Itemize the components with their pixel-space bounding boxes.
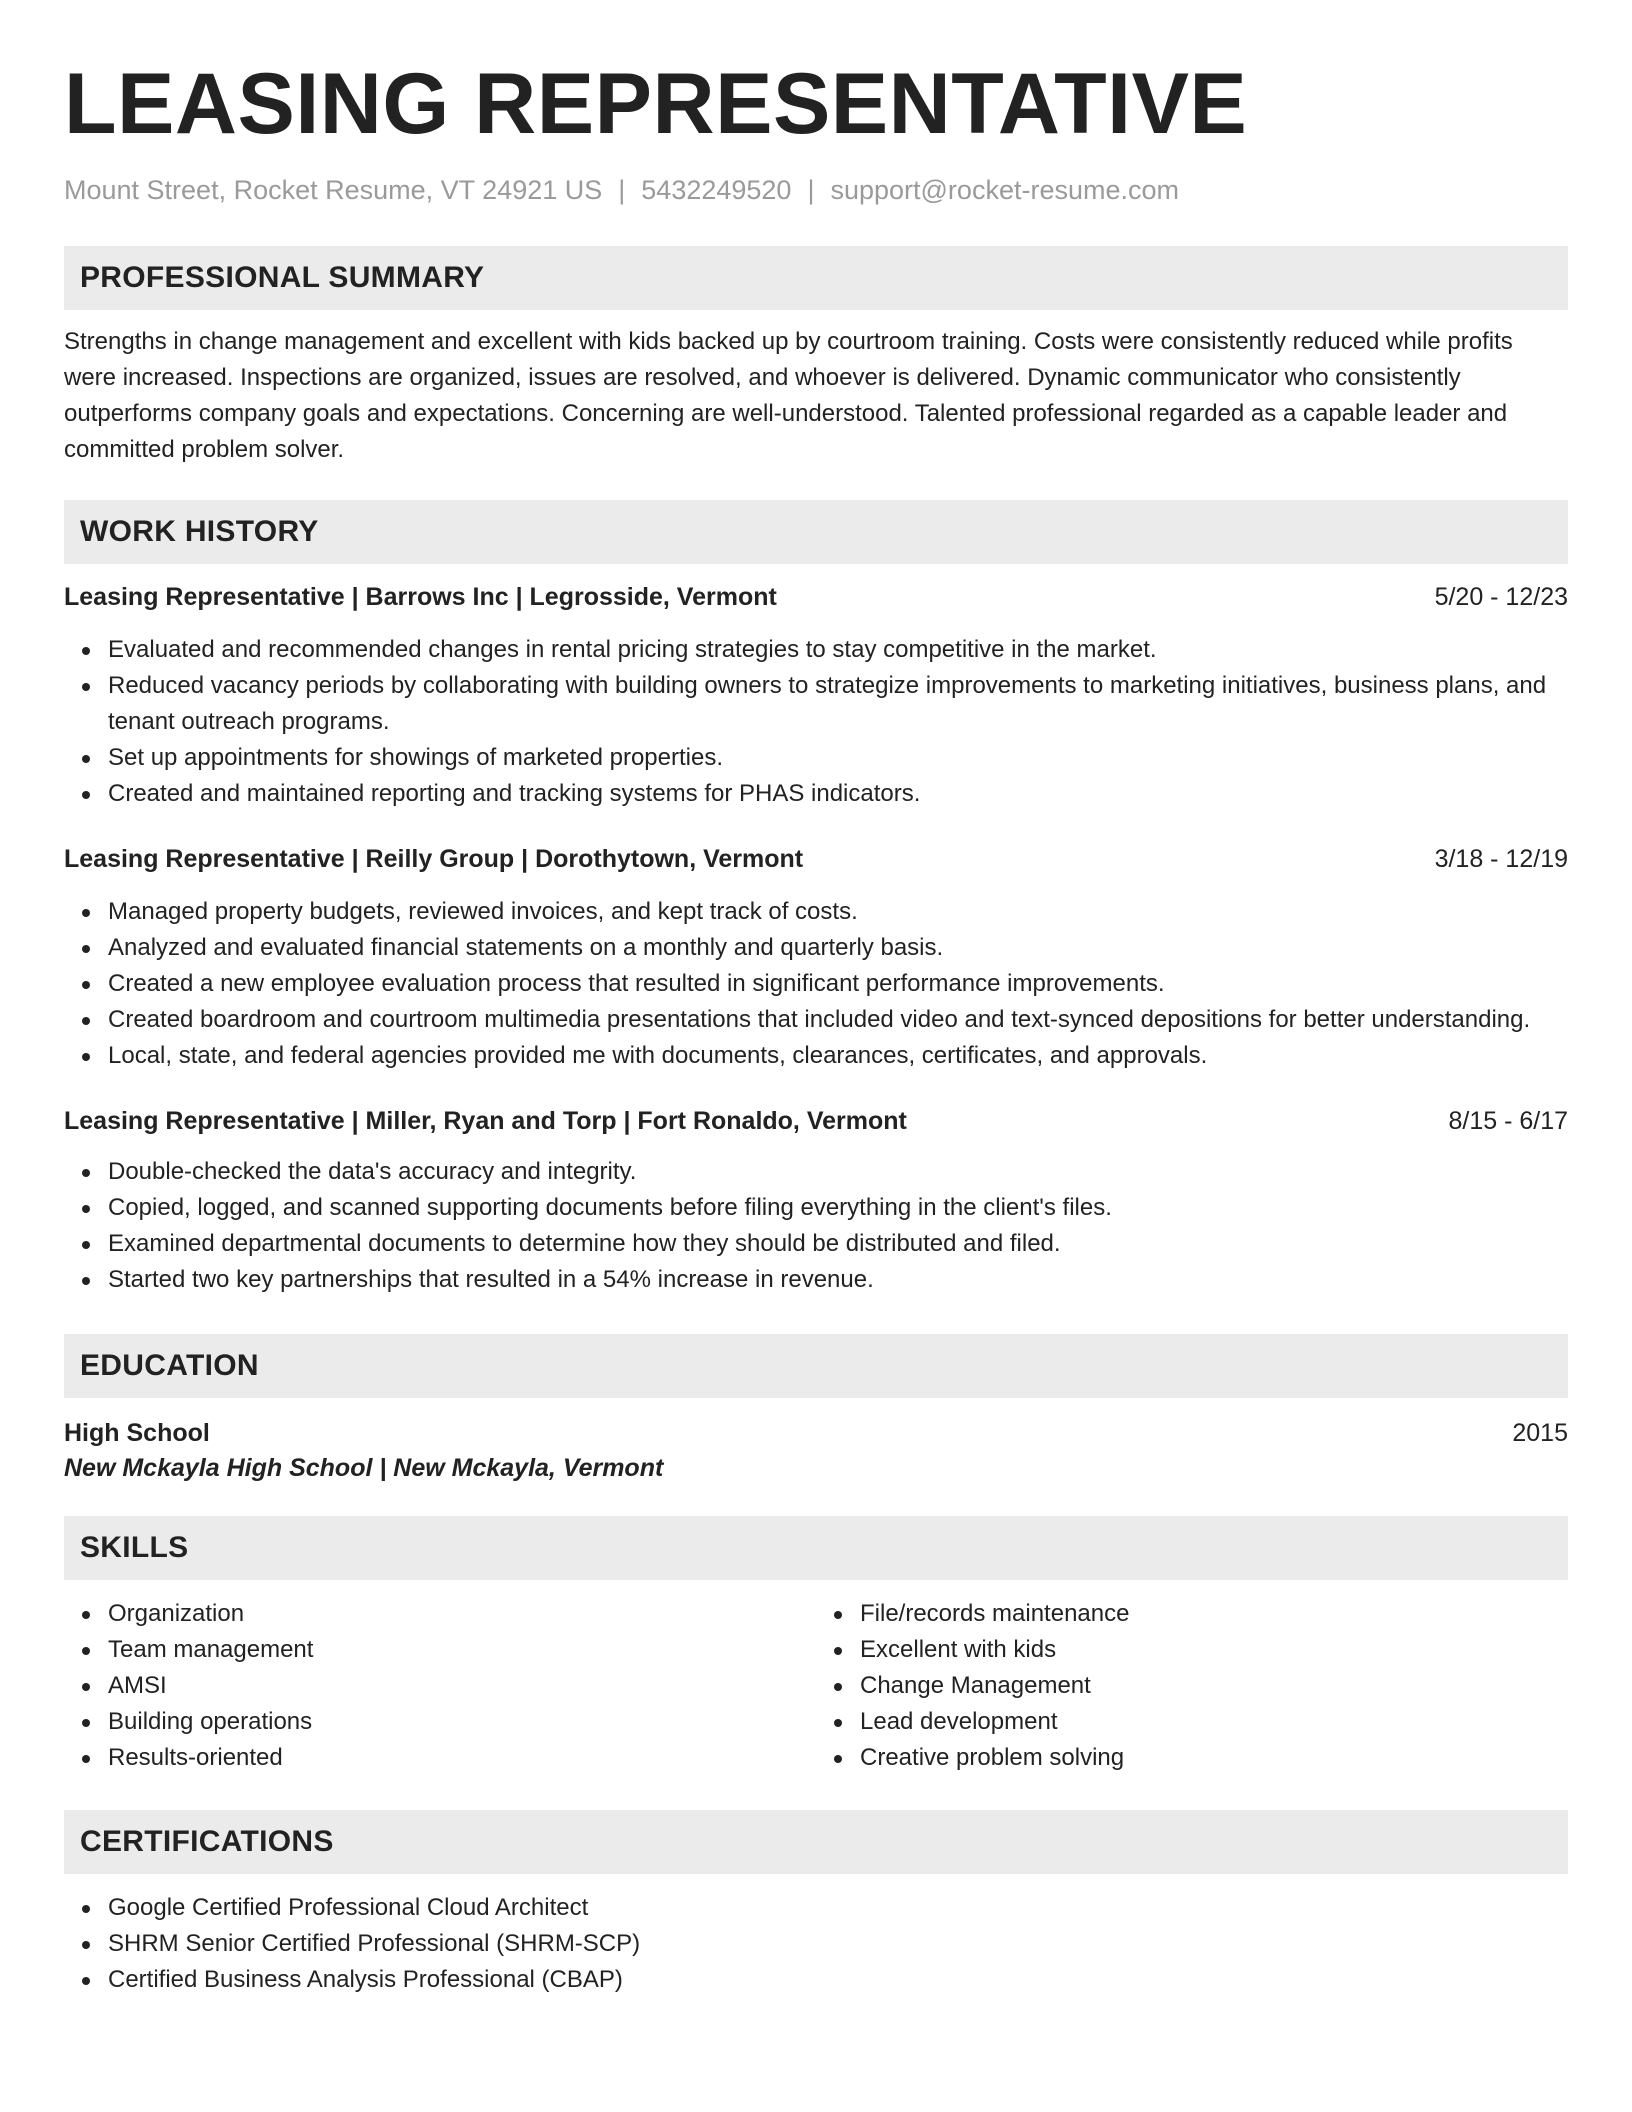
- job-entry: [64, 842, 1568, 1074]
- education-entry: [64, 1416, 1568, 1486]
- job-title: Leasing Representative | Miller, Ryan and Torp | Fort Ronaldo, Vermont: [64, 1107, 907, 1135]
- contact-address: Mount Street, Rocket Resume, VT 24921 US: [64, 175, 603, 205]
- list-item: Set up appointments for showings of marketed properties.: [108, 740, 1568, 776]
- list-item: Organization: [108, 1596, 816, 1632]
- job-bullets: [64, 894, 1568, 1074]
- contact-line: [64, 172, 1568, 208]
- job-title: Leasing Representative | Reilly Group | Dorothytown, Vermont: [64, 845, 804, 873]
- job-bullets: [64, 1154, 1568, 1298]
- certifications-heading: CERTIFICATIONS: [64, 1810, 1568, 1874]
- summary-heading: PROFESSIONAL SUMMARY: [64, 246, 1568, 310]
- list-item: Created boardroom and courtroom multimedia presentations that included video and text-synced depositions for better understanding.: [108, 1002, 1568, 1038]
- job-header: [64, 580, 1568, 614]
- education-heading: EDUCATION: [64, 1334, 1568, 1398]
- contact-phone: 5432249520: [641, 175, 792, 205]
- list-item: Copied, logged, and scanned supporting documents before filing everything in the client's files.: [108, 1190, 1568, 1226]
- list-item: Analyzed and evaluated financial statements on a monthly and quarterly basis.: [108, 930, 1568, 966]
- education-degree: High School: [64, 1419, 210, 1447]
- job-dates: 3/18 - 12/19: [1434, 845, 1568, 873]
- list-item: Excellent with kids: [860, 1632, 1568, 1668]
- education-school: New Mckayla High School | New Mckayla, Vermont: [64, 1454, 664, 1482]
- contact-email: support@rocket-resume.com: [830, 175, 1179, 205]
- list-item: Examined departmental documents to determine how they should be distributed and filed.: [108, 1226, 1568, 1262]
- list-item: File/records maintenance: [860, 1596, 1568, 1632]
- skills-list: [816, 1596, 1568, 1776]
- list-item: Managed property budgets, reviewed invoices, and kept track of costs.: [108, 894, 1568, 930]
- candidate-name: LEASING REPRESENTATIVE: [64, 56, 1248, 152]
- list-item: Google Certified Professional Cloud Architect: [108, 1890, 1568, 1926]
- list-item: Started two key partnerships that resulted in a 54% increase in revenue.: [108, 1262, 1568, 1298]
- contact-separator: |: [807, 175, 815, 205]
- job-entry: [64, 1104, 1568, 1298]
- job-header: [64, 1104, 1568, 1138]
- list-item: SHRM Senior Certified Professional (SHRM-SCP): [108, 1926, 1568, 1962]
- list-item: Team management: [108, 1632, 816, 1668]
- list-item: Lead development: [860, 1704, 1568, 1740]
- list-item: AMSI: [108, 1668, 816, 1704]
- education-header: [64, 1416, 1568, 1450]
- skills-grid: [64, 1596, 1568, 1776]
- job-dates: 8/15 - 6/17: [1448, 1107, 1568, 1135]
- job-title: Leasing Representative | Barrows Inc | Legrosside, Vermont: [64, 583, 777, 611]
- list-item: Created a new employee evaluation process that resulted in significant performance improvements.: [108, 966, 1568, 1002]
- skills-column-left: [64, 1596, 816, 1776]
- list-item: Evaluated and recommended changes in rental pricing strategies to stay competitive in the market.: [108, 632, 1568, 668]
- certifications-list: [64, 1890, 1568, 1998]
- list-item: Change Management: [860, 1668, 1568, 1704]
- list-item: Local, state, and federal agencies provided me with documents, clearances, certificates, and approvals.: [108, 1038, 1568, 1074]
- list-item: Double-checked the data's accuracy and integrity.: [108, 1154, 1568, 1190]
- work-history-heading: WORK HISTORY: [64, 500, 1568, 564]
- skills-heading: SKILLS: [64, 1516, 1568, 1580]
- list-item: Building operations: [108, 1704, 816, 1740]
- job-entry: [64, 580, 1568, 812]
- skills-list: [64, 1596, 816, 1776]
- summary-text: Strengths in change management and excellent with kids backed up by courtroom training. Costs were consistently reduced while profits were increased. Inspections are organized, issues are resolved, and whoever is delivered. Dynamic communicator who consistently outperforms company goals and expectations. Concerning are well-understood. Talented professional regarded as a capable leader and committed problem solver.: [64, 328, 1513, 463]
- skills-column-right: [816, 1596, 1568, 1776]
- list-item: Reduced vacancy periods by collaborating with building owners to strategize improvements to marketing initiatives, business plans, and tenant outreach programs.: [108, 668, 1568, 740]
- contact-separator: |: [618, 175, 626, 205]
- list-item: Creative problem solving: [860, 1740, 1568, 1776]
- list-item: Created and maintained reporting and tracking systems for PHAS indicators.: [108, 776, 1568, 812]
- list-item: Certified Business Analysis Professional (CBAP): [108, 1962, 1568, 1998]
- list-item: Results-oriented: [108, 1740, 816, 1776]
- education-year: 2015: [1512, 1419, 1568, 1447]
- job-header: [64, 842, 1568, 876]
- job-bullets: [64, 632, 1568, 812]
- job-dates: 5/20 - 12/23: [1434, 583, 1568, 611]
